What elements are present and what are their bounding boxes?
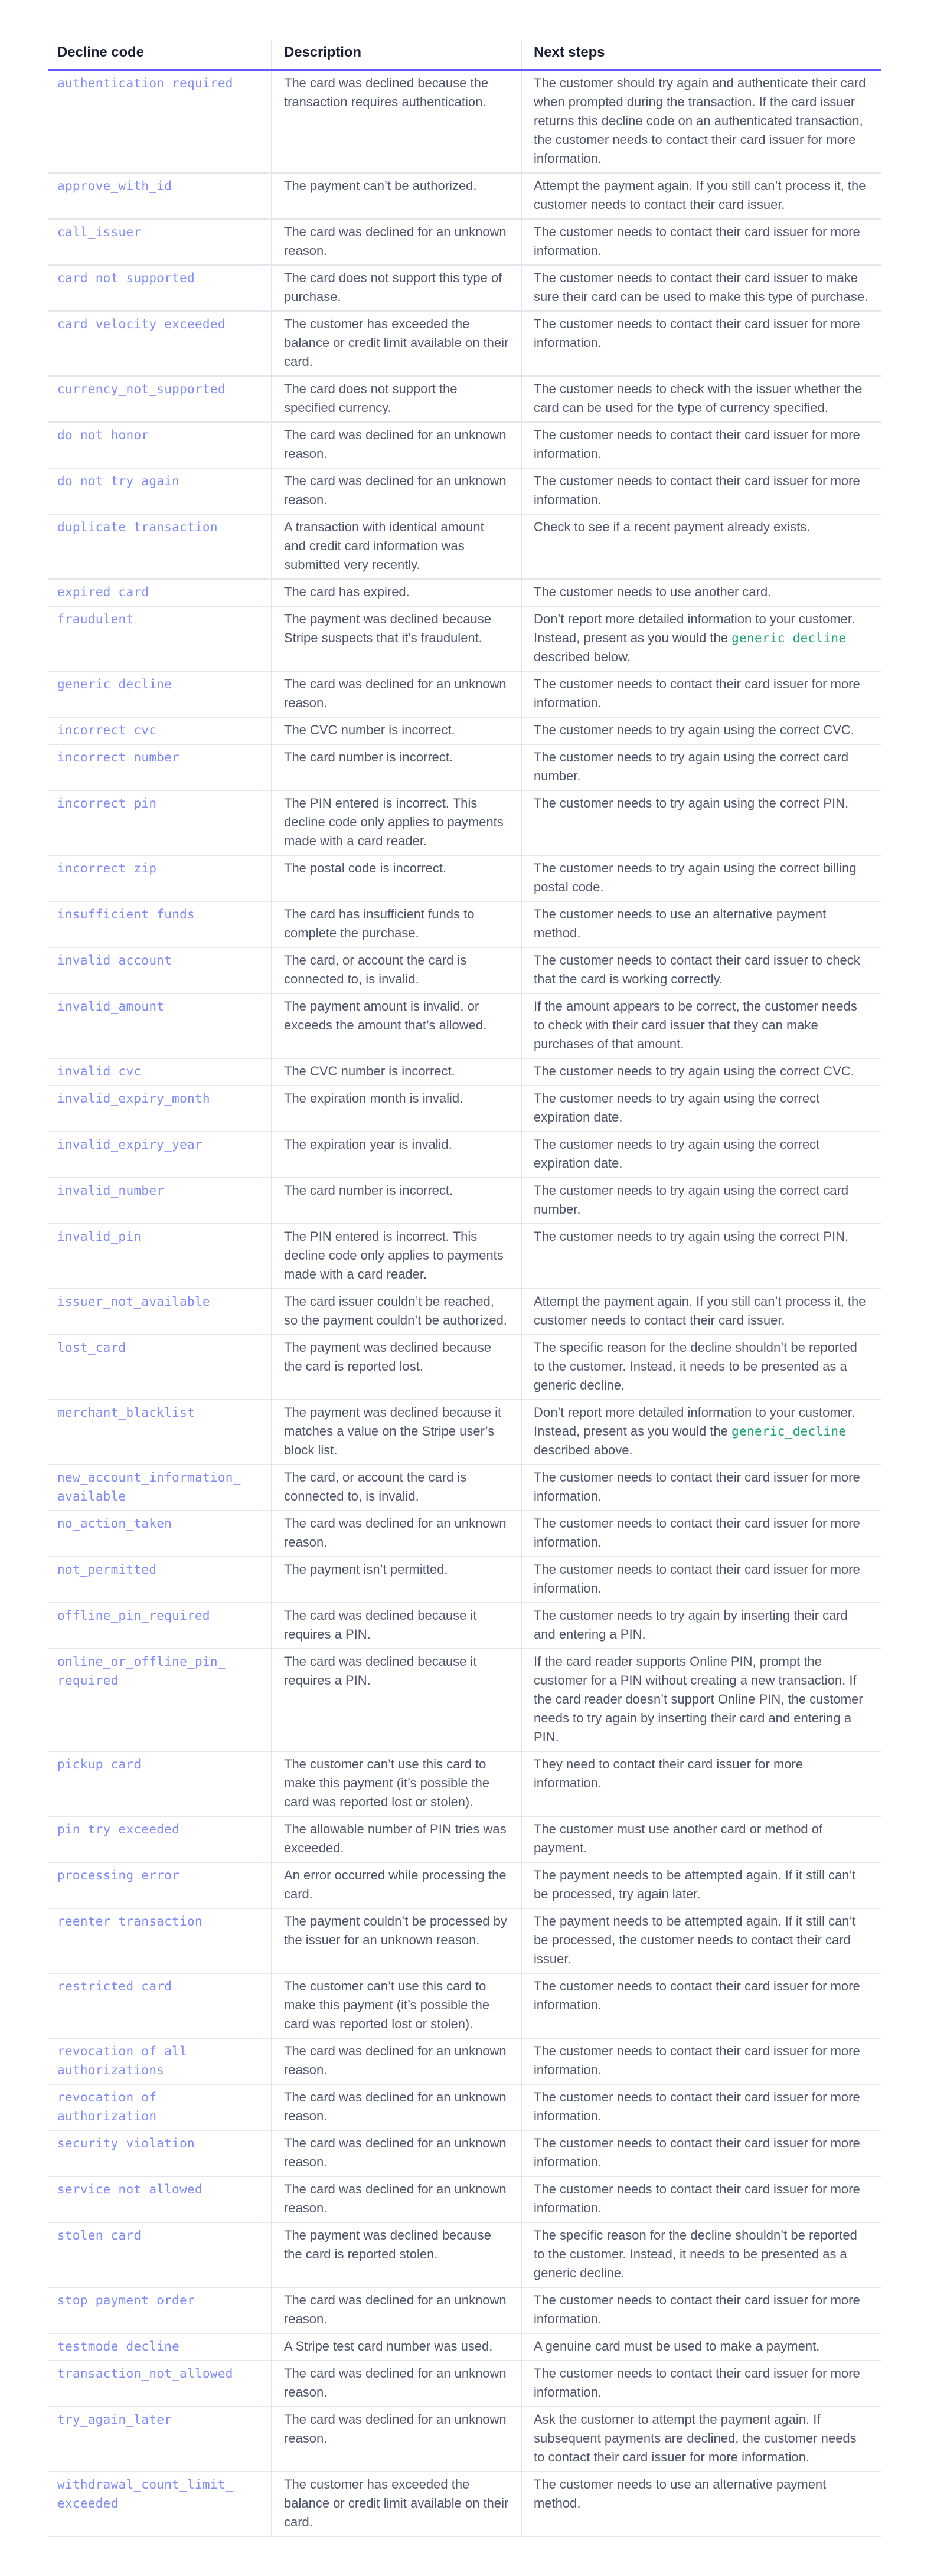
decline-code: security_violation	[57, 2136, 195, 2150]
table-row	[48, 2287, 881, 2333]
decline-code-cell	[48, 1557, 272, 1603]
decline-code-cell	[48, 2472, 272, 2536]
description-cell: The expiration month is invalid.	[272, 1086, 521, 1132]
next-steps-cell: The customer needs to use another card.	[521, 579, 881, 606]
decline-code: merchant_blacklist	[57, 1405, 195, 1420]
decline-code-cell	[48, 311, 272, 376]
table-row	[48, 514, 881, 579]
description-cell: The customer has exceeded the balance or credit limit available on their card.	[272, 2472, 521, 2536]
next-steps-cell: The payment needs to be attempted again. If it still can’t be processed, the customer needs to contact their card issuer.	[521, 1908, 881, 1973]
decline-code: generic_decline	[57, 677, 172, 691]
table-row	[48, 173, 881, 219]
description-cell: The CVC number is incorrect.	[272, 1058, 521, 1086]
table-row	[48, 311, 881, 376]
description-cell: The customer has exceeded the balance or credit limit available on their card.	[272, 311, 521, 376]
table-row	[48, 993, 881, 1058]
table-row	[48, 2130, 881, 2176]
table-row	[48, 717, 881, 744]
decline-code: transaction_not_allowed	[57, 2366, 233, 2381]
table-header-row	[48, 40, 881, 70]
description-cell: The card does not support the specified currency.	[272, 376, 521, 422]
table-row	[48, 790, 881, 855]
description-cell: The CVC number is incorrect.	[272, 717, 521, 744]
decline-code-cell	[48, 1908, 272, 1973]
table-row	[48, 1178, 881, 1224]
next-steps-cell: The customer needs to contact their card issuer to make sure their card can be used to make this type of purchase.	[521, 265, 881, 311]
decline-code: revocation_of_authorization	[57, 2090, 165, 2123]
description-cell: The card was declined for an unknown reason.	[272, 2084, 521, 2130]
next-steps-cell: The customer needs to try again using the correct expiration date.	[521, 1086, 881, 1132]
next-steps-cell: The customer should try again and authenticate their card when prompted during the transaction. If the card issuer returns this decline code on an authenticated transaction, the customer needs to contact their card issuer for more information.	[521, 70, 881, 174]
next-steps-cell: The customer needs to try again using the correct CVC.	[521, 1058, 881, 1086]
table-row	[48, 947, 881, 993]
description-cell: The payment was declined because the card is reported stolen.	[272, 2222, 521, 2287]
decline-code-cell	[48, 2407, 272, 2472]
decline-code: authentication_required	[57, 76, 233, 90]
description-cell: The payment was declined because it matches a value on the Stripe user’s block list.	[272, 1400, 521, 1464]
decline-code: call_issuer	[57, 225, 142, 239]
table-row	[48, 1649, 881, 1751]
description-cell: The card was declined for an unknown reason.	[272, 2287, 521, 2333]
table-row	[48, 1058, 881, 1086]
description-cell: The card number is incorrect.	[272, 1178, 521, 1224]
table-row	[48, 468, 881, 514]
decline-code: approve_with_id	[57, 179, 172, 193]
decline-code: card_velocity_exceeded	[57, 317, 226, 331]
decline-code: invalid_amount	[57, 999, 165, 1014]
decline-code-cell	[48, 2176, 272, 2222]
decline-code: invalid_cvc	[57, 1064, 142, 1078]
decline-code: restricted_card	[57, 1979, 172, 1993]
table-row	[48, 1751, 881, 1816]
description-cell: The card does not support this type of purchase.	[272, 265, 521, 311]
next-steps-cell: The customer needs to contact their card issuer for more information.	[521, 2361, 881, 2407]
next-steps-cell: The specific reason for the decline shouldn’t be reported to the customer. Instead, it needs to be presented as a generic decline.	[521, 1335, 881, 1400]
decline-code-cell	[48, 1603, 272, 1649]
description-cell: The card was declined because it requires a PIN.	[272, 1603, 521, 1649]
decline-code: fraudulent	[57, 612, 134, 626]
next-steps-cell: The customer needs to try again using the correct card number.	[521, 744, 881, 790]
decline-code-cell	[48, 2084, 272, 2130]
next-steps-cell: The customer needs to contact their card issuer for more information.	[521, 1511, 881, 1557]
table-row	[48, 70, 881, 174]
table-row	[48, 265, 881, 311]
next-steps-cell: The customer needs to contact their card issuer for more information.	[521, 1973, 881, 2038]
description-cell: The postal code is incorrect.	[272, 855, 521, 901]
decline-code-cell	[48, 744, 272, 790]
description-cell: The card, or account the card is connected to, is invalid.	[272, 1464, 521, 1511]
next-steps-cell: If the card reader supports Online PIN, prompt the customer for a PIN without creating a new transaction. If the card reader doesn’t support Online PIN, the customer needs to try again by inserting their card and entering a PIN.	[521, 1649, 881, 1751]
decline-code-cell	[48, 2038, 272, 2084]
decline-code-cell	[48, 1178, 272, 1224]
table-row	[48, 1973, 881, 2038]
table-row	[48, 2407, 881, 2472]
decline-code: invalid_expiry_year	[57, 1137, 203, 1152]
next-steps-cell: A genuine card must be used to make a payment.	[521, 2333, 881, 2361]
decline-code-cell	[48, 717, 272, 744]
table-row	[48, 855, 881, 901]
table-row	[48, 2333, 881, 2361]
decline-code: invalid_expiry_month	[57, 1091, 210, 1106]
next-steps-cell: Attempt the payment again. If you still can’t process it, the customer needs to contact their card issuer.	[521, 173, 881, 219]
description-cell: The card has expired.	[272, 579, 521, 606]
table-row	[48, 2084, 881, 2130]
decline-code: reenter_transaction	[57, 1914, 203, 1928]
next-steps-cell: The customer needs to use an alternative payment method.	[521, 901, 881, 947]
decline-code-cell	[48, 1816, 272, 1862]
description-cell: The payment couldn’t be processed by the issuer for an unknown reason.	[272, 1908, 521, 1973]
decline-code: pickup_card	[57, 1757, 142, 1771]
decline-code-cell	[48, 947, 272, 993]
decline-code: currency_not_supported	[57, 382, 226, 396]
decline-code-cell	[48, 1335, 272, 1400]
next-steps-cell: The customer needs to contact their card issuer to check that the card is working correctly.	[521, 947, 881, 993]
next-steps-cell: The customer needs to check with the issuer whether the card can be used for the type of currency specified.	[521, 376, 881, 422]
decline-code-cell	[48, 1973, 272, 2038]
next-steps-cell: Check to see if a recent payment already exists.	[521, 514, 881, 579]
decline-code-cell	[48, 2361, 272, 2407]
decline-code-cell	[48, 1751, 272, 1816]
description-cell: An error occurred while processing the card.	[272, 1862, 521, 1908]
decline-code: withdrawal_count_limit_exceeded	[57, 2477, 233, 2510]
next-steps-cell: The payment needs to be attempted again. If it still can’t be processed, try again later.	[521, 1862, 881, 1908]
next-steps-cell: The customer needs to contact their card issuer for more information.	[521, 2084, 881, 2130]
decline-code-cell	[48, 993, 272, 1058]
description-cell: The card was declined because the transaction requires authentication.	[272, 70, 521, 174]
next-steps-cell: The specific reason for the decline shouldn’t be reported to the customer. Instead, it needs to be presented as a generic decline.	[521, 2222, 881, 2287]
next-steps-cell: The customer needs to contact their card issuer for more information.	[521, 1557, 881, 1603]
table-row	[48, 1224, 881, 1289]
next-steps-cell: The customer needs to contact their card issuer for more information.	[521, 219, 881, 265]
decline-code-cell	[48, 1400, 272, 1464]
description-cell: The card has insufficient funds to complete the purchase.	[272, 901, 521, 947]
decline-code-cell	[48, 376, 272, 422]
decline-code-cell	[48, 422, 272, 468]
table-row	[48, 1335, 881, 1400]
description-cell: The PIN entered is incorrect. This decline code only applies to payments made with a card reader.	[272, 1224, 521, 1289]
decline-code-cell	[48, 2333, 272, 2361]
description-cell: The card was declined for an unknown reason.	[272, 468, 521, 514]
decline-code: invalid_account	[57, 953, 172, 967]
decline-code-cell	[48, 579, 272, 606]
decline-code-cell	[48, 1649, 272, 1751]
next-steps-cell: The customer needs to try again using the correct expiration date.	[521, 1132, 881, 1178]
table-row	[48, 1603, 881, 1649]
decline-code-cell	[48, 468, 272, 514]
description-cell: The customer can’t use this card to make this payment (it’s possible the card was reported lost or stolen).	[272, 1751, 521, 1816]
description-cell: The card was declined for an unknown reason.	[272, 2176, 521, 2222]
table-row	[48, 1400, 881, 1464]
description-cell: The payment can’t be authorized.	[272, 173, 521, 219]
description-cell: The customer can’t use this card to make this payment (it’s possible the card was reported lost or stolen).	[272, 1973, 521, 2038]
description-cell: The allowable number of PIN tries was exceeded.	[272, 1816, 521, 1862]
decline-code-cell	[48, 1289, 272, 1335]
table-row	[48, 744, 881, 790]
table-row	[48, 2038, 881, 2084]
decline-code-cell	[48, 514, 272, 579]
column-header-next-steps: Next steps	[521, 40, 881, 70]
decline-code: try_again_later	[57, 2412, 172, 2427]
decline-code-cell	[48, 2222, 272, 2287]
decline-code: testmode_decline	[57, 2339, 180, 2353]
decline-code: incorrect_zip	[57, 861, 157, 875]
decline-code-cell	[48, 2287, 272, 2333]
table-row	[48, 1557, 881, 1603]
decline-code-cell	[48, 855, 272, 901]
next-steps-cell: The customer needs to contact their card issuer for more information.	[521, 422, 881, 468]
decline-code: card_not_supported	[57, 271, 195, 285]
table-row	[48, 671, 881, 717]
decline-codes-table	[48, 40, 881, 2537]
description-cell: The card was declined for an unknown reason.	[272, 2130, 521, 2176]
description-cell: The card was declined for an unknown reason.	[272, 422, 521, 468]
decline-code: incorrect_number	[57, 750, 180, 764]
decline-code-cell	[48, 219, 272, 265]
generic-decline-code-link[interactable]: generic_decline	[731, 1424, 847, 1439]
decline-code-cell	[48, 1511, 272, 1557]
next-steps-cell: If the amount appears to be correct, the customer needs to check with their card issuer that they can make purchases of that amount.	[521, 993, 881, 1058]
decline-code: service_not_allowed	[57, 2182, 203, 2196]
description-cell: The expiration year is invalid.	[272, 1132, 521, 1178]
next-steps-cell: They need to contact their card issuer for more information.	[521, 1751, 881, 1816]
decline-code-cell	[48, 606, 272, 671]
next-steps-cell: The customer must use another card or method of payment.	[521, 1816, 881, 1862]
next-steps-cell: The customer needs to contact their card issuer for more information.	[521, 311, 881, 376]
decline-code-cell	[48, 1058, 272, 1086]
table-row	[48, 2222, 881, 2287]
table-row	[48, 376, 881, 422]
decline-code: new_account_information_available	[57, 1470, 241, 1503]
next-steps-cell: The customer needs to contact their card issuer for more information.	[521, 468, 881, 514]
decline-codes-page	[48, 0, 881, 2576]
decline-code: duplicate_transaction	[57, 520, 218, 534]
decline-code: online_or_offline_pin_required	[57, 1655, 226, 1688]
decline-code: pin_try_exceeded	[57, 1822, 180, 1836]
decline-code-cell	[48, 1132, 272, 1178]
description-cell: The card was declined because it requires a PIN.	[272, 1649, 521, 1751]
table-row	[48, 1132, 881, 1178]
description-cell: The card was declined for an unknown reason.	[272, 2361, 521, 2407]
decline-code-cell	[48, 265, 272, 311]
decline-code: stop_payment_order	[57, 2293, 195, 2307]
table-row	[48, 2472, 881, 2536]
next-steps-cell: The customer needs to contact their card issuer for more information.	[521, 2038, 881, 2084]
table-body	[48, 70, 881, 2537]
description-cell: The card was declined for an unknown reason.	[272, 2038, 521, 2084]
description-cell: The card was declined for an unknown reason.	[272, 219, 521, 265]
description-cell: A transaction with identical amount and credit card information was submitted very recently.	[272, 514, 521, 579]
table-row	[48, 1816, 881, 1862]
decline-code: insufficient_funds	[57, 907, 195, 921]
decline-code: stolen_card	[57, 2228, 142, 2242]
column-header-decline-code: Decline code	[48, 40, 272, 70]
description-cell: The card was declined for an unknown reason.	[272, 671, 521, 717]
decline-code: issuer_not_available	[57, 1294, 210, 1309]
next-steps-cell: The customer needs to contact their card issuer for more information.	[521, 2287, 881, 2333]
table-row	[48, 422, 881, 468]
description-cell: The payment was declined because Stripe suspects that it’s fraudulent.	[272, 606, 521, 671]
decline-code-cell	[48, 901, 272, 947]
table-row	[48, 579, 881, 606]
next-steps-cell: The customer needs to contact their card issuer for more information.	[521, 2130, 881, 2176]
column-header-description: Description	[272, 40, 521, 70]
next-steps-cell: Don’t report more detailed information to your customer. Instead, present as you would the generic_decline described below.	[521, 606, 881, 671]
decline-code: lost_card	[57, 1341, 126, 1355]
table-row	[48, 606, 881, 671]
table-row	[48, 1511, 881, 1557]
decline-code: incorrect_cvc	[57, 723, 157, 737]
description-cell: The card, or account the card is connected to, is invalid.	[272, 947, 521, 993]
decline-code-cell	[48, 1224, 272, 1289]
description-cell: The card issuer couldn’t be reached, so the payment couldn’t be authorized.	[272, 1289, 521, 1335]
table-row	[48, 2176, 881, 2222]
description-cell: The card number is incorrect.	[272, 744, 521, 790]
table-row	[48, 219, 881, 265]
generic-decline-code-link[interactable]: generic_decline	[731, 631, 847, 645]
decline-code: do_not_honor	[57, 428, 149, 442]
decline-code: offline_pin_required	[57, 1609, 210, 1623]
decline-code-cell	[48, 2130, 272, 2176]
description-cell: The card was declined for an unknown reason.	[272, 2407, 521, 2472]
decline-code: invalid_pin	[57, 1230, 142, 1244]
next-steps-cell: Attempt the payment again. If you still can’t process it, the customer needs to contact their card issuer.	[521, 1289, 881, 1335]
decline-code-cell	[48, 790, 272, 855]
description-cell: The payment isn’t permitted.	[272, 1557, 521, 1603]
description-cell: A Stripe test card number was used.	[272, 2333, 521, 2361]
next-steps-cell: The customer needs to try again using the correct PIN.	[521, 1224, 881, 1289]
description-cell: The payment was declined because the card is reported lost.	[272, 1335, 521, 1400]
table-row	[48, 1086, 881, 1132]
table-row	[48, 1464, 881, 1511]
decline-code: incorrect_pin	[57, 796, 157, 810]
decline-code: no_action_taken	[57, 1516, 172, 1531]
description-cell: The PIN entered is incorrect. This decline code only applies to payments made with a card reader.	[272, 790, 521, 855]
next-steps-cell: The customer needs to try again using the correct CVC.	[521, 717, 881, 744]
next-steps-cell: The customer needs to try again using the correct billing postal code.	[521, 855, 881, 901]
description-cell: The payment amount is invalid, or exceeds the amount that’s allowed.	[272, 993, 521, 1058]
next-steps-cell: The customer needs to contact their card issuer for more information.	[521, 2176, 881, 2222]
decline-code-cell	[48, 1464, 272, 1511]
decline-code-cell	[48, 1862, 272, 1908]
decline-code-cell	[48, 1086, 272, 1132]
decline-code-cell	[48, 70, 272, 174]
next-steps-cell: The customer needs to contact their card issuer for more information.	[521, 671, 881, 717]
decline-code-cell	[48, 173, 272, 219]
table-row	[48, 1289, 881, 1335]
decline-code: do_not_try_again	[57, 474, 180, 488]
next-steps-cell: The customer needs to try again using the correct PIN.	[521, 790, 881, 855]
table-row	[48, 1908, 881, 1973]
description-cell: The card was declined for an unknown reason.	[272, 1511, 521, 1557]
next-steps-cell: The customer needs to contact their card issuer for more information.	[521, 1464, 881, 1511]
next-steps-cell: The customer needs to try again by inserting their card and entering a PIN.	[521, 1603, 881, 1649]
table-row	[48, 1862, 881, 1908]
next-steps-cell: The customer needs to try again using the correct card number.	[521, 1178, 881, 1224]
table-row	[48, 2361, 881, 2407]
next-steps-cell: Don’t report more detailed information to your customer. Instead, present as you would the generic_decline described above.	[521, 1400, 881, 1464]
decline-code: invalid_number	[57, 1184, 165, 1198]
next-steps-cell: Ask the customer to attempt the payment again. If subsequent payments are declined, the customer needs to contact their card issuer for more information.	[521, 2407, 881, 2472]
decline-code: not_permitted	[57, 1562, 157, 1577]
decline-code-cell	[48, 671, 272, 717]
next-steps-cell: The customer needs to use an alternative payment method.	[521, 2472, 881, 2536]
decline-code: revocation_of_all_authorizations	[57, 2044, 195, 2077]
decline-code: processing_error	[57, 1868, 180, 1882]
table-row	[48, 901, 881, 947]
decline-code: expired_card	[57, 585, 149, 599]
